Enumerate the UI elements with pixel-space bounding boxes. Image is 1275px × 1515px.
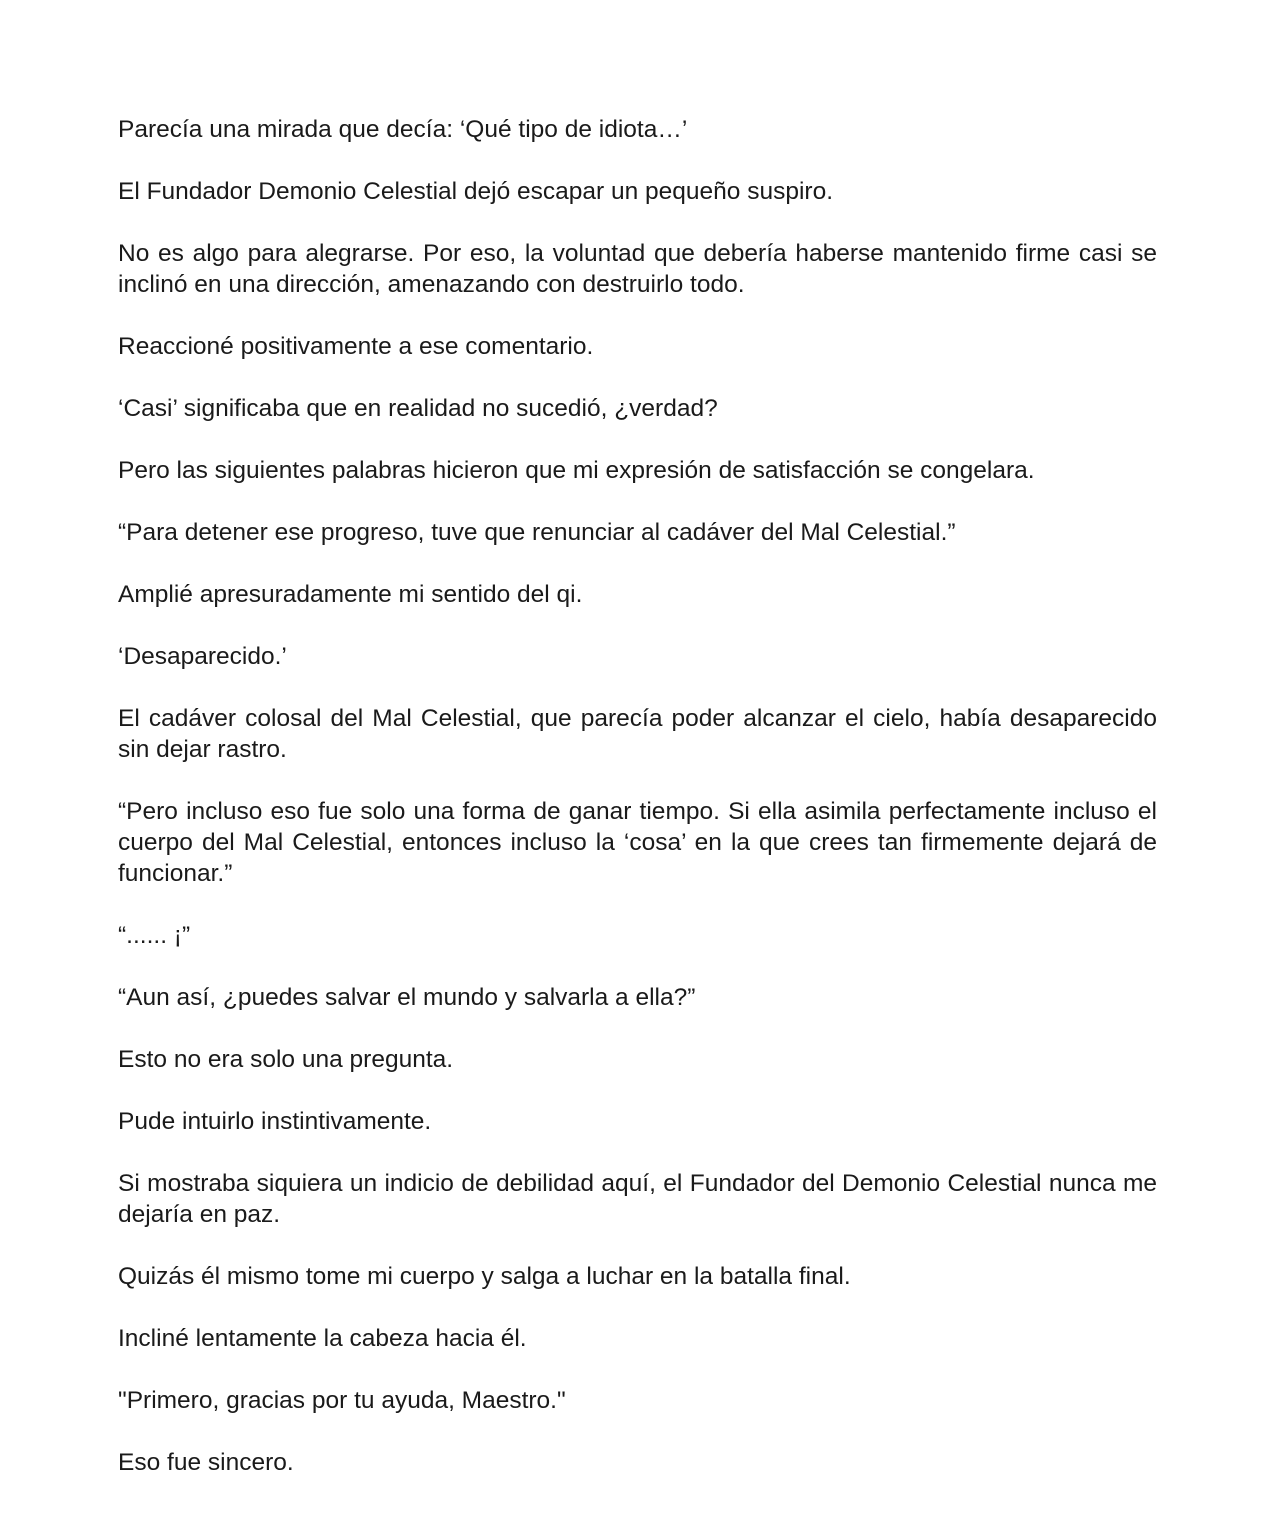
paragraph: Reaccioné positivamente a ese comentario. [118, 333, 594, 360]
paragraph: Parecía una mirada que decía: ‘Qué tipo de idiota…’ [118, 116, 688, 143]
paragraph: “Pero incluso eso fue solo una forma de ganar tiempo. Si ella asimila perfectamente incluso el cuerpo del Mal Celestial, entonces incluso la ‘cosa’ en la que crees tan firmemente dejará de funcionar.” [118, 798, 1157, 887]
paragraph: El cadáver colosal del Mal Celestial, que parecía poder alcanzar el cielo, había desaparecido sin dejar rastro. [118, 705, 1157, 763]
paragraph: Esto no era solo una pregunta. [118, 1046, 454, 1073]
paragraph: Amplié apresuradamente mi sentido del qi. [118, 581, 583, 608]
paragraph: Pero las siguientes palabras hicieron que mi expresión de satisfacción se congelara. [118, 457, 1035, 484]
paragraph: Si mostraba siquiera un indicio de debilidad aquí, el Fundador del Demonio Celestial nunca me dejaría en paz. [118, 1170, 1157, 1228]
paragraph: ‘Casi’ significaba que en realidad no sucedió, ¿verdad? [118, 395, 718, 422]
paragraph: Eso fue sincero. [118, 1449, 294, 1476]
paragraph: Incliné lentamente la cabeza hacia él. [118, 1325, 527, 1352]
paragraph: El Fundador Demonio Celestial dejó escapar un pequeño suspiro. [118, 178, 834, 205]
paragraph: No es algo para alegrarse. Por eso, la voluntad que debería haberse mantenido firme casi se inclinó en una dirección, amenazando con destruirlo todo. [118, 240, 1157, 298]
paragraph: Pude intuirlo instintivamente. [118, 1108, 432, 1135]
paragraph: Quizás él mismo tome mi cuerpo y salga a luchar en la batalla final. [118, 1263, 851, 1290]
paragraph: ‘Desaparecido.’ [118, 643, 287, 670]
paragraph: “Para detener ese progreso, tuve que renunciar al cadáver del Mal Celestial.” [118, 519, 956, 546]
text-body [118, 114, 1157, 1509]
paragraph: "Primero, gracias por tu ayuda, Maestro." [118, 1387, 566, 1414]
paragraph: “Aun así, ¿puedes salvar el mundo y salvarla a ella?” [118, 984, 696, 1011]
paragraph: “...... ¡” [118, 922, 191, 949]
